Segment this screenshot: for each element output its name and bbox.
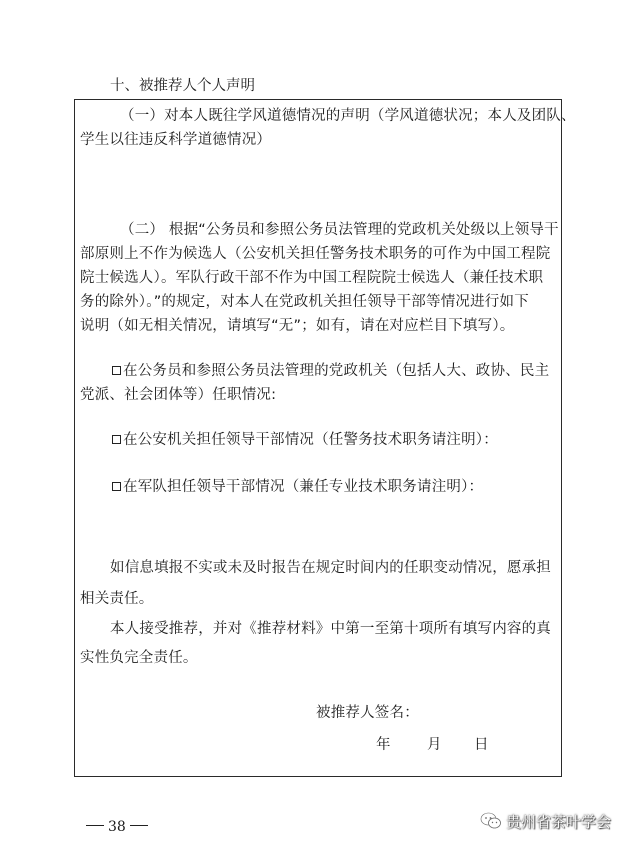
watermark-text: 贵州省茶叶学会 [506,812,612,831]
option-military [112,475,483,499]
statement2-line4: 务的除外）。”的规定，对本人在党政机关担任领导干部等情况进行如下 [80,294,529,310]
option-public-security-checkbox[interactable] [112,435,121,444]
declaration-p2-line1: 本人接受推荐，并对《推荐材料》中第一至第十项所有填写内容的真 [110,621,551,637]
option-public-security [112,428,498,452]
signature-label: 被推荐人签名： [316,705,419,721]
signature-year: 年 [376,737,391,753]
page-number [82,817,152,837]
option-military-checkbox[interactable] [112,482,121,491]
statement1-line1: （一）对本人既往学风道德情况的声明（学风道德状况；本人及团队、 [120,108,576,124]
wechat-icon [480,812,502,830]
option-party-government-line2: 党派、社会团体等）任职情况: [80,387,277,403]
page-number-value: 38 [108,819,126,835]
page-number-right-dash [130,825,148,826]
option-party-government [112,359,549,383]
declaration-p1-line2: 相关责任。 [80,591,154,607]
page-number-left-dash [86,825,104,826]
declaration-p2-line2: 实性负完全责任。 [80,650,198,666]
statement2-line1: （二） 根据“公务员和参照公务员法管理的党政机关处级以上领导干 [120,222,559,238]
statement2-line3: 院士候选人）。军队行政干部不作为中国工程院院士候选人（兼任技术职 [80,270,544,286]
statement2-line2: 部原则上不作为候选人（公安机关担任警务技术职务的可作为中国工程院 [80,246,551,262]
option-military-label: 在军队担任领导干部情况（兼任专业技术职务请注明）： [123,479,484,495]
option-party-government-checkbox[interactable] [112,366,121,375]
section-title: 十、被推荐人个人声明 [110,78,255,94]
declaration-p1-line1: 如信息填报不实或未及时报告在规定时间内的任职变动情况，愿承担 [110,560,551,576]
option-public-security-label: 在公安机关担任领导干部情况（任警务技术职务请注明）： [123,432,498,448]
watermark [480,809,611,833]
signature-day: 日 [474,737,489,753]
statement1-line2: 学生以往违反科学道德情况） [80,132,272,148]
option-party-government-label: 在公务员和参照公务员法管理的党政机关（包括人大、政协、民主 [123,363,550,379]
statement2-line5: 说明（如无相关情况，请填写“无”；如有，请在对应栏目下填写）。 [80,318,515,334]
signature-month: 月 [427,737,442,753]
